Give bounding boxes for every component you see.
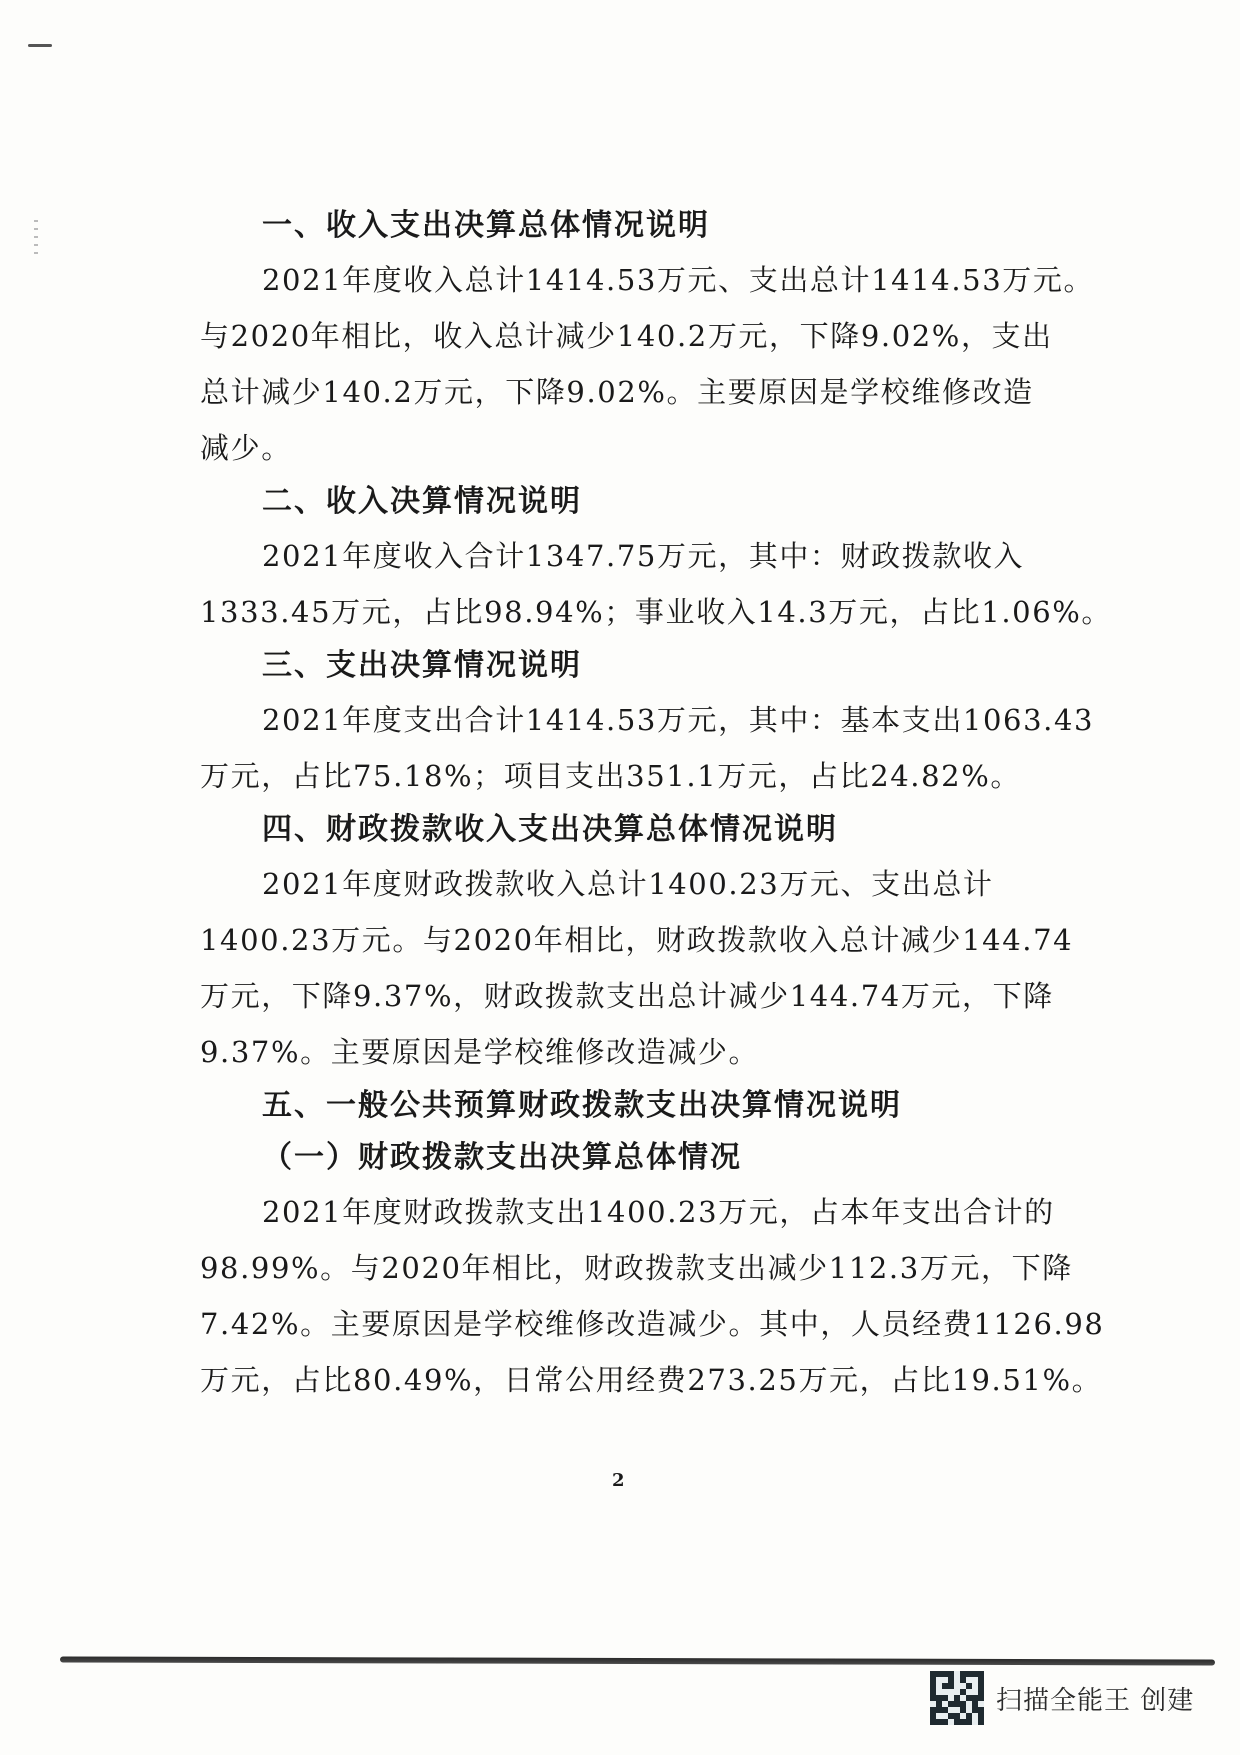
paragraph-line: 万元，占比80.49%，日常公用经费273.25万元，占比19.51%。 xyxy=(200,1363,1103,1397)
scan-artifact-dots xyxy=(34,220,38,260)
paragraph-line: 2021年度财政拨款支出1400.23万元，占本年支出合计的 xyxy=(262,1195,1055,1229)
section-paragraph xyxy=(200,252,1095,476)
section-heading: 五、一般公共预算财政拨款支出决算情况说明 xyxy=(262,1088,902,1123)
paragraph-line: 2021年度收入总计1414.53万元、支出总计1414.53万元。 xyxy=(262,263,1095,297)
scan-edge-line xyxy=(60,1656,1215,1665)
scanner-watermark xyxy=(930,1668,1194,1728)
paragraph-line: 2021年度收入合计1347.75万元，其中：财政拨款收入 xyxy=(262,539,1025,573)
paragraph-line: 7.42%。主要原因是学校维修改造减少。其中，人员经费1126.98 xyxy=(200,1307,1105,1341)
watermark-text: 扫描全能王 创建 xyxy=(996,1685,1195,1716)
section-heading: 一、收入支出决算总体情况说明 xyxy=(262,208,710,243)
paragraph-line: 2021年度支出合计1414.53万元，其中：基本支出1063.43 xyxy=(262,703,1095,737)
section-heading: 二、收入决算情况说明 xyxy=(262,484,582,519)
paragraph-line: 减少。 xyxy=(200,431,292,465)
paragraph-line: 2021年度财政拨款收入总计1400.23万元、支出总计 xyxy=(262,867,994,901)
section-paragraph xyxy=(200,528,1112,640)
paragraph-line: 9.37%。主要原因是学校维修改造减少。 xyxy=(200,1035,760,1069)
subsection-heading: （一）财政拨款支出决算总体情况 xyxy=(262,1140,742,1175)
page-number: 2 xyxy=(612,1470,625,1491)
paragraph-line: 98.99%。与2020年相比，财政拨款支出减少112.3万元，下降 xyxy=(200,1251,1073,1285)
paragraph-line: 总计减少140.2万元，下降9.02%。主要原因是学校维修改造 xyxy=(200,375,1034,409)
paragraph-line: 万元，占比75.18%；项目支出351.1万元，占比24.82%。 xyxy=(200,759,1021,793)
section-heading: 四、财政拨款收入支出决算总体情况说明 xyxy=(262,812,838,847)
section-paragraph xyxy=(200,856,1074,1080)
document-body xyxy=(200,200,1112,1408)
qr-code-icon xyxy=(930,1671,984,1725)
section-heading: 三、支出决算情况说明 xyxy=(262,648,582,683)
paragraph-line: 万元，下降9.37%，财政拨款支出总计减少144.74万元，下降 xyxy=(200,979,1054,1013)
scan-artifact-mark xyxy=(28,44,52,47)
paragraph-line: 与2020年相比，收入总计减少140.2万元，下降9.02%，支出 xyxy=(200,319,1053,353)
paragraph-line: 1400.23万元。与2020年相比，财政拨款收入总计减少144.74 xyxy=(200,923,1074,957)
paragraph-line: 1333.45万元，占比98.94%；事业收入14.3万元，占比1.06%。 xyxy=(200,595,1112,629)
section-paragraph xyxy=(200,692,1095,804)
section-paragraph xyxy=(200,1184,1105,1408)
